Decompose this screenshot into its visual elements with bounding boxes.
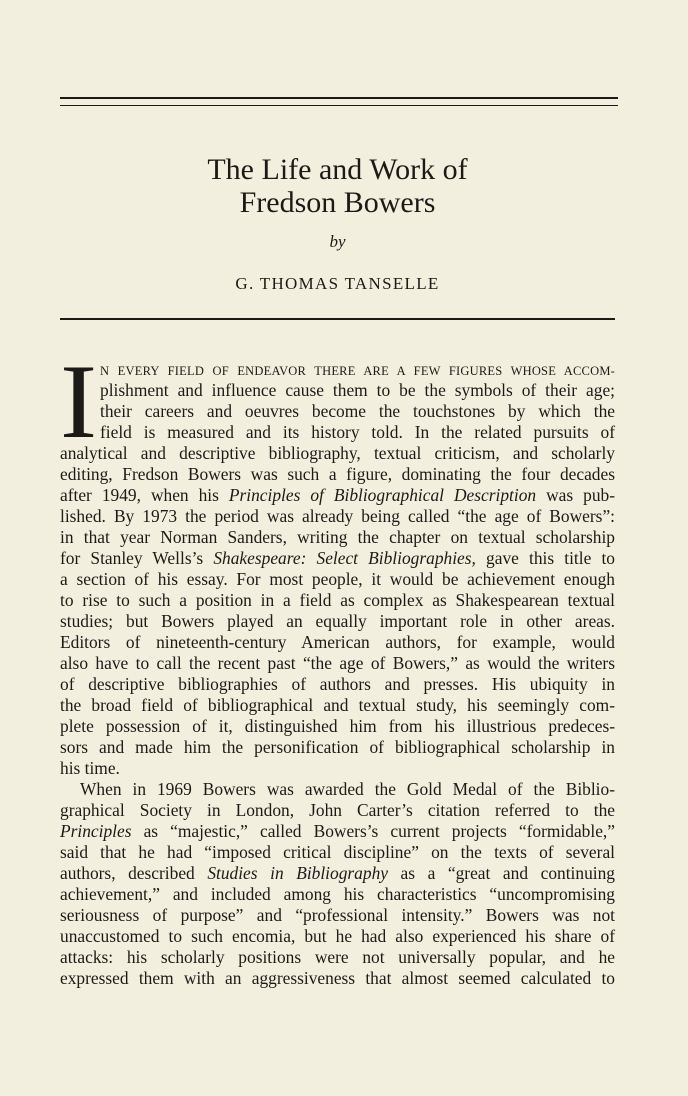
text-line: Editors of nineteenth-century American authors, for example, would	[60, 632, 615, 652]
text-line: field is measured and its history told. In the related pursuits of	[100, 422, 615, 442]
text-line	[60, 821, 615, 841]
text-line	[60, 548, 615, 568]
text-run: was pub-	[536, 485, 615, 505]
byline: by	[329, 232, 346, 251]
text-line: also have to call the recent past “the age of Bowers,” as would the writers	[60, 653, 615, 673]
section-divider-rule	[60, 318, 615, 320]
text-run: for Stanley Wells’s	[60, 548, 214, 568]
text-line: editing, Fredson Bowers was such a figure, dominating the four decades	[60, 464, 615, 484]
text-line: expressed them with an aggressiveness that almost seemed calculated to	[60, 968, 615, 988]
text-line: plishment and influence cause them to be the symbols of their age;	[100, 380, 615, 400]
text-run: as “majestic,” called Bowers’s current projects “formidable,”	[131, 821, 615, 841]
book-title-principles-short: Principles	[60, 821, 132, 841]
article-title-line-2: Fredson Bowers	[239, 186, 436, 219]
text-line: graphical Society in London, John Carter’s citation referred to the	[60, 800, 615, 820]
text-line: unaccustomed to such encomia, but he had also experienced his share of	[60, 926, 615, 946]
text-line: attacks: his scholarly positions were not universally popular, and he	[60, 947, 615, 967]
text-line: to rise to such a position in a field as complex as Shakespearean textual	[60, 590, 615, 610]
text-run: gave this title to	[475, 548, 615, 568]
text-line: sors and made him the personification of bibliographical scholarship in	[60, 737, 615, 757]
journal-title-studies: Studies in Bibliography	[207, 863, 388, 883]
text-run: authors, described	[60, 863, 208, 883]
author-name: G. THOMAS TANSELLE	[235, 274, 440, 293]
article-title-line-1: The Life and Work of	[207, 153, 468, 186]
drop-cap-initial: I	[60, 343, 98, 460]
text-line: in that year Norman Sanders, writing the chapter on textual scholarship	[60, 527, 615, 547]
text-line: studies; but Bowers played an equally important role in other areas.	[60, 611, 615, 631]
top-double-rule-lower	[60, 105, 618, 106]
text-line	[60, 485, 615, 505]
top-double-rule-upper	[60, 97, 618, 99]
text-line: lished. By 1973 the period was already being called “the age of Bowers”:	[60, 506, 615, 526]
text-line: seriousness of purpose” and “professional intensity.” Bowers was not	[60, 905, 615, 925]
book-title-principles: Principles of Bibliographical Description	[228, 485, 537, 505]
text-line: When in 1969 Bowers was awarded the Gold Medal of the Biblio-	[80, 779, 615, 799]
text-line: achievement,” and included among his characteristics “uncompromising	[60, 884, 615, 904]
text-line: N EVERY FIELD OF ENDEAVOR THERE ARE A FEW FIGURES WHOSE ACCOM-	[100, 364, 615, 378]
text-run: after 1949, when his	[60, 485, 229, 505]
text-line: analytical and descriptive bibliography, textual criticism, and scholarly	[60, 443, 615, 463]
text-run: as a “great and continuing	[387, 863, 615, 883]
text-line: their careers and oeuvres become the touchstones by which the	[100, 401, 615, 421]
text-line: of descriptive bibliographies of authors and presses. His ubiquity in	[60, 674, 615, 694]
text-line: a section of his essay. For most people, it would be achievement enough	[60, 569, 615, 589]
text-line	[60, 863, 615, 883]
text-line: said that he had “imposed critical discipline” on the texts of several	[60, 842, 615, 862]
text-line: his time.	[60, 758, 120, 778]
text-line: plete possession of it, distinguished him from his illustrious predeces-	[60, 716, 615, 736]
text-line: the broad field of bibliographical and textual study, his seemingly com-	[60, 695, 615, 715]
book-title-shakespeare: Shakespeare: Select Bibliographies,	[213, 548, 476, 568]
